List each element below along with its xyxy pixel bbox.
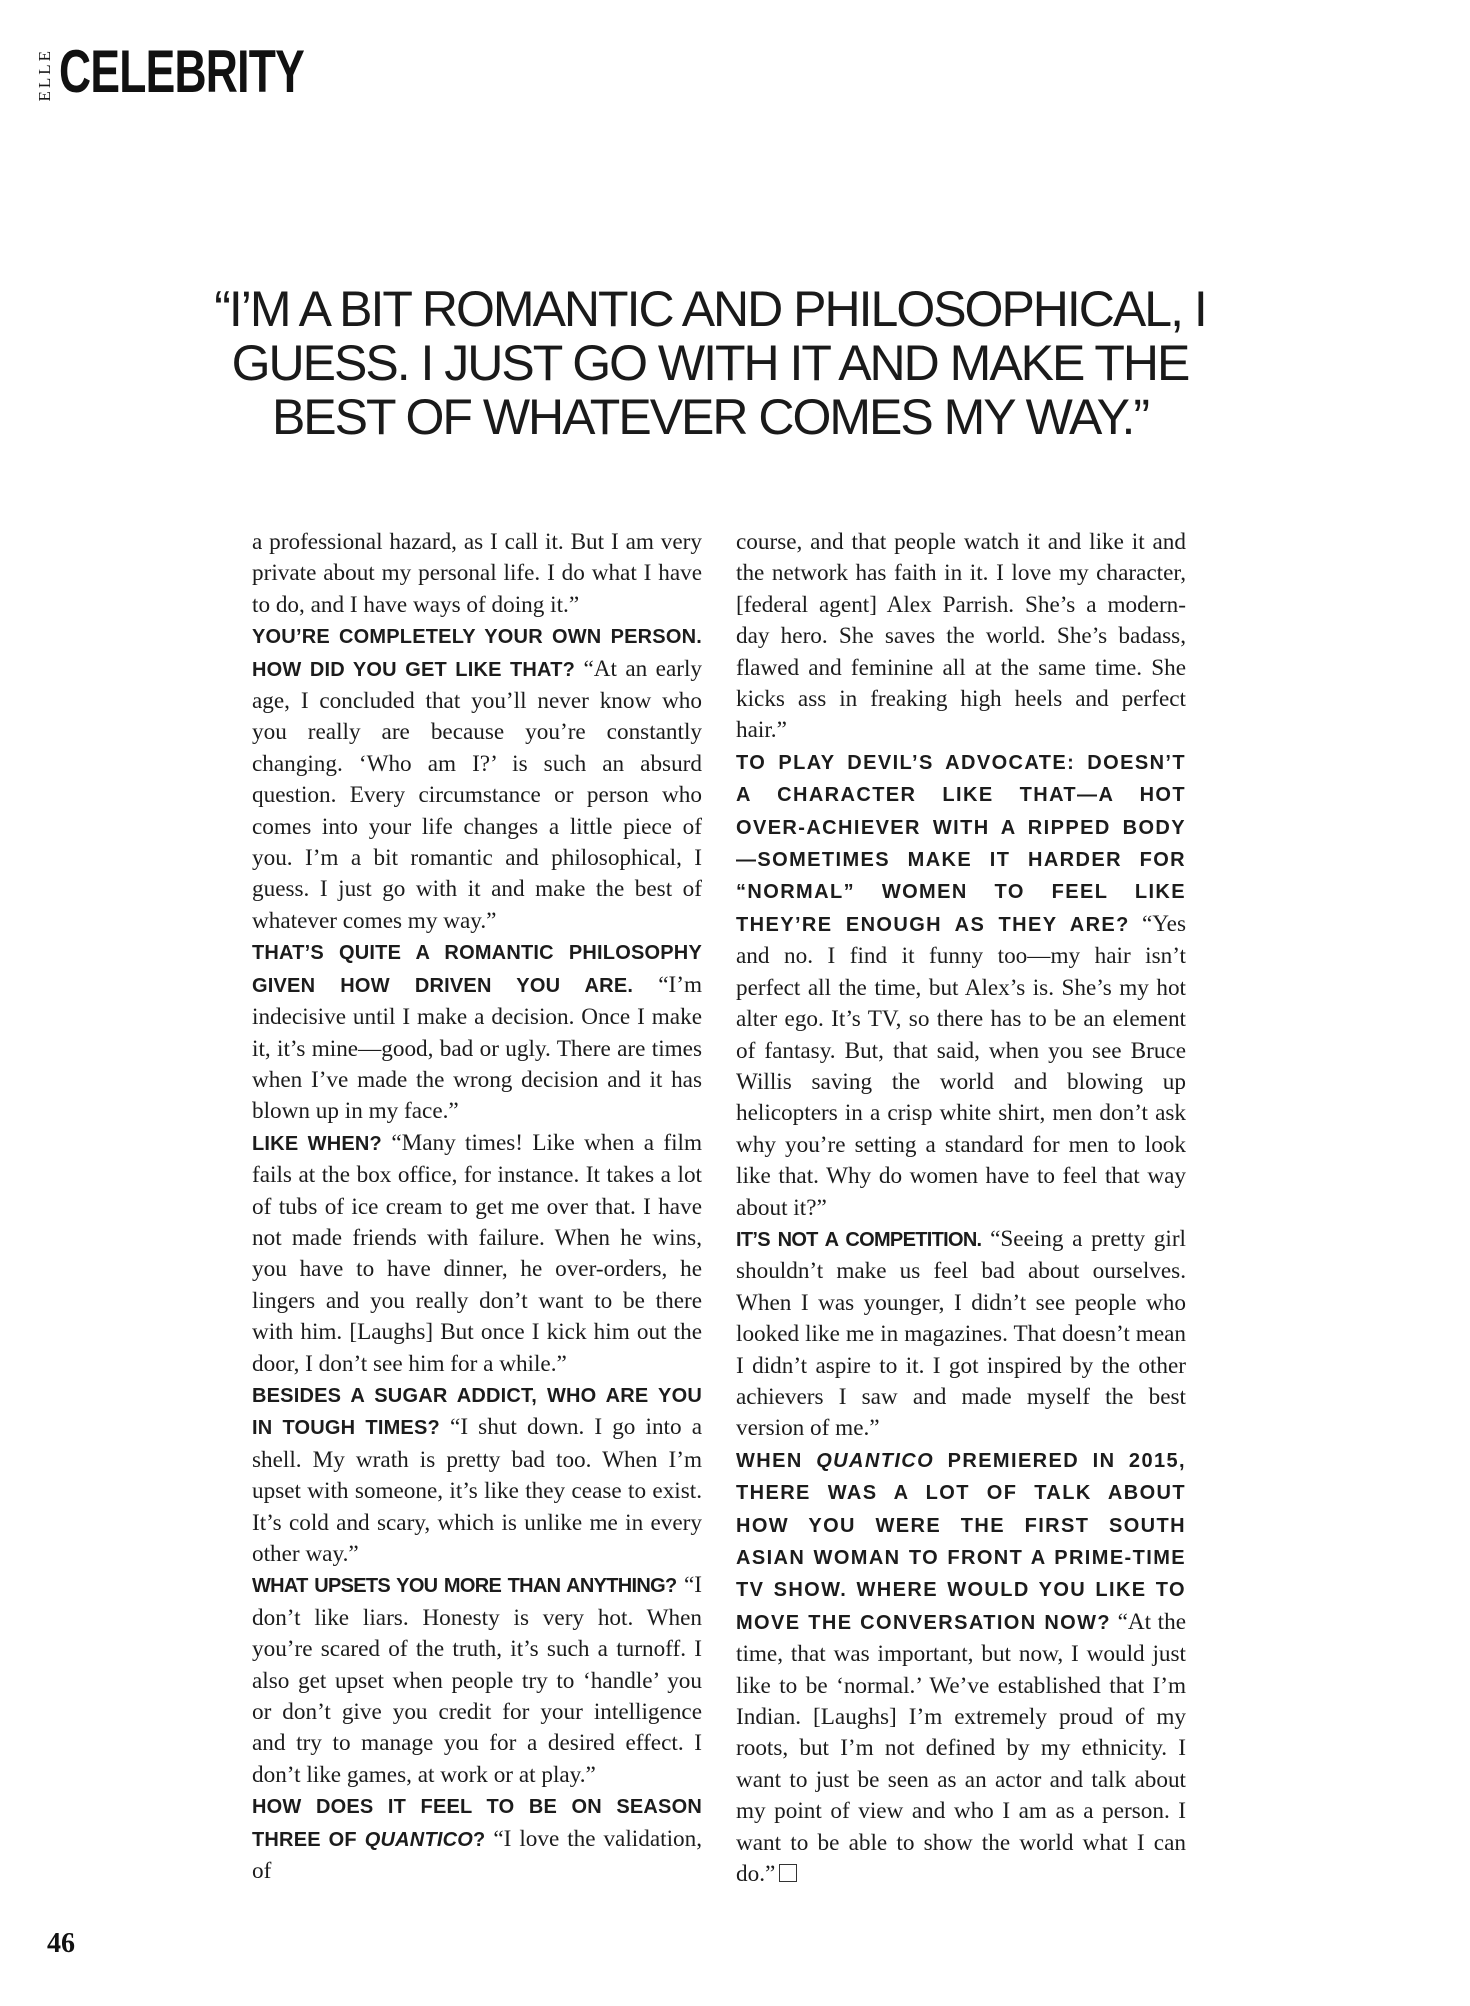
page-number: 46 [47, 1928, 75, 1959]
answer-text: “Many times! Like when a film fails at the box office, for instance. It takes a lot of tubs of ice cream to get me over that. I have not made friends with failure. When he wins, you have to have dinner, he over-orders, he lingers and you really don’t want to be there with him. [Laughs] But once I kick him out the door, I don’t see him for a while.” [252, 1129, 703, 1377]
qa-paragraph [252, 1570, 702, 1791]
qa-paragraph [736, 1224, 1186, 1445]
qa-paragraph [736, 747, 1186, 1224]
qa-paragraph [252, 937, 702, 1127]
question: IT’S NOT A COMPETITION. [736, 1228, 982, 1251]
answer-text: course, and that people watch it and like it and the network has faith in it. I love my character, [federal agent] Alex Parrish. She’s a modern-day hero. She saves the world. She’s badass, flawed and feminine all at the same time. She kicks ass in freaking high heels and perfect hair.” [736, 529, 1186, 744]
question: WHEN QUANTICO PREMIERED IN 2015, THERE WAS A LOT OF TALK ABOUT HOW YOU WERE THE FIRST SOUTH ASIAN WOMAN TO FRONT A PRIME-TIME TV SHOW. WHERE WOULD YOU LIKE TO MOVE THE CONVERSATION NOW? [736, 1449, 1186, 1634]
qa-paragraph [252, 621, 702, 937]
section-title: CELEBRITY [59, 38, 304, 105]
answer-text: “I love the validation, of [252, 1825, 702, 1885]
answer-text: “I don’t like liars. Honesty is very hot. When you’re scared of the truth, it’s such a turnoff. I also get upset when people try to ‘handle’ you or don’t give you credit for your intelligence and try to manage you for a desired effect. I don’t like games, at work or at play.” [252, 1572, 702, 1788]
text-column-right [736, 527, 1186, 1890]
elle-logo: ELLE [35, 48, 54, 102]
masthead [35, 38, 390, 105]
show-title: QUANTICO [364, 1828, 474, 1851]
answer-text: a professional hazard, as I call it. But I am very private about my personal life. I do what I have to do, and I have ways of doing it.” [252, 529, 702, 618]
text-column-left [252, 527, 702, 1887]
qa-paragraph [252, 1791, 702, 1887]
qa-paragraph [252, 1380, 702, 1570]
answer-text: “I shut down. I go into a shell. My wrath is pretty bad too. When I’m upset with someone, it’s like they cease to exist. It’s cold and scary, which is unlike me in every other way.” [252, 1414, 702, 1567]
show-title: QUANTICO [816, 1449, 935, 1472]
question: YOU’RE COMPLETELY YOUR OWN PERSON. HOW DID YOU GET LIKE THAT? [252, 626, 702, 681]
qa-paragraph [252, 1128, 702, 1380]
question: THAT’S QUITE A ROMANTIC PHILOSOPHY GIVEN HOW DRIVEN YOU ARE. [252, 942, 702, 997]
answer-text: “Yes and no. I find it funny too—my hair isn’t perfect all the time, but Alex’s is. She’s my hot alter ego. It’s TV, so there has to be an element of fantasy. But, that said, when you see Bruce Willis saving the world and blowing up helicopters in a crisp white shirt, men don’t ask why you’re setting a standard for men to look like that. Why do women have to feel that way about it?” [736, 910, 1186, 1221]
answer-text: “At the time, that was important, but now, I would just like to be ‘normal.’ We’ve established that I’m Indian. [Laughs] I’m extremely proud of my roots, but I’m not defined by my ethnicity. I want to just be seen as an actor and talk about my point of view and who I am as a person. I want to be able to show the world what I can do.” [736, 1608, 1187, 1888]
question: WHAT UPSETS YOU MORE THAN ANYTHING? [252, 1575, 677, 1598]
pull-quote: “I’M A BIT ROMANTIC AND PHILOSOPHICAL, I GUESS. I JUST GO WITH IT AND MAKE THE BEST OF WHATEVER COMES MY WAY.” [214, 281, 1206, 445]
answer-text: “I’m indecisive until I make a decision. Once I make it, it’s mine—good, bad or ugly. There are times when I’ve made the wrong decision and it has blown up in my face.” [252, 971, 702, 1125]
paragraph [252, 527, 702, 621]
question: HOW DOES IT FEEL TO BE ON SEASON THREE OF QUANTICO? [252, 1796, 702, 1851]
paragraph [736, 527, 1186, 747]
question: BESIDES A SUGAR ADDICT, WHO ARE YOU IN TOUGH TIMES? [252, 1384, 702, 1440]
qa-paragraph [736, 1445, 1186, 1891]
question: TO PLAY DEVIL’S ADVOCATE: DOESN’T A CHARACTER LIKE THAT—A HOT OVER-ACHIEVER WITH A RIPPED BODY—SOMETIMES MAKE IT HARDER FOR “NORMAL” WOMEN TO FEEL LIKE THEY’RE ENOUGH AS THEY ARE? [736, 751, 1186, 936]
question: LIKE WHEN? [252, 1132, 382, 1155]
answer-text: “Seeing a pretty girl shouldn’t make us feel bad about ourselves. When I was younger, I didn’t see people who looked like me in magazines. That doesn’t mean I didn’t aspire to it. I got inspired by the other achievers I saw and made myself the best version of me.” [736, 1225, 1186, 1442]
answer-text: “At an early age, I concluded that you’ll never know who you really are because you’re constantly changing. ‘Who am I?’ is such an absurd question. Every circumstance or person who comes into your life changes a little piece of you. I’m a bit romantic and philosophical, I guess. I just go with it and make the best of whatever comes my way.” [252, 655, 702, 934]
end-mark-icon [779, 1864, 797, 1882]
